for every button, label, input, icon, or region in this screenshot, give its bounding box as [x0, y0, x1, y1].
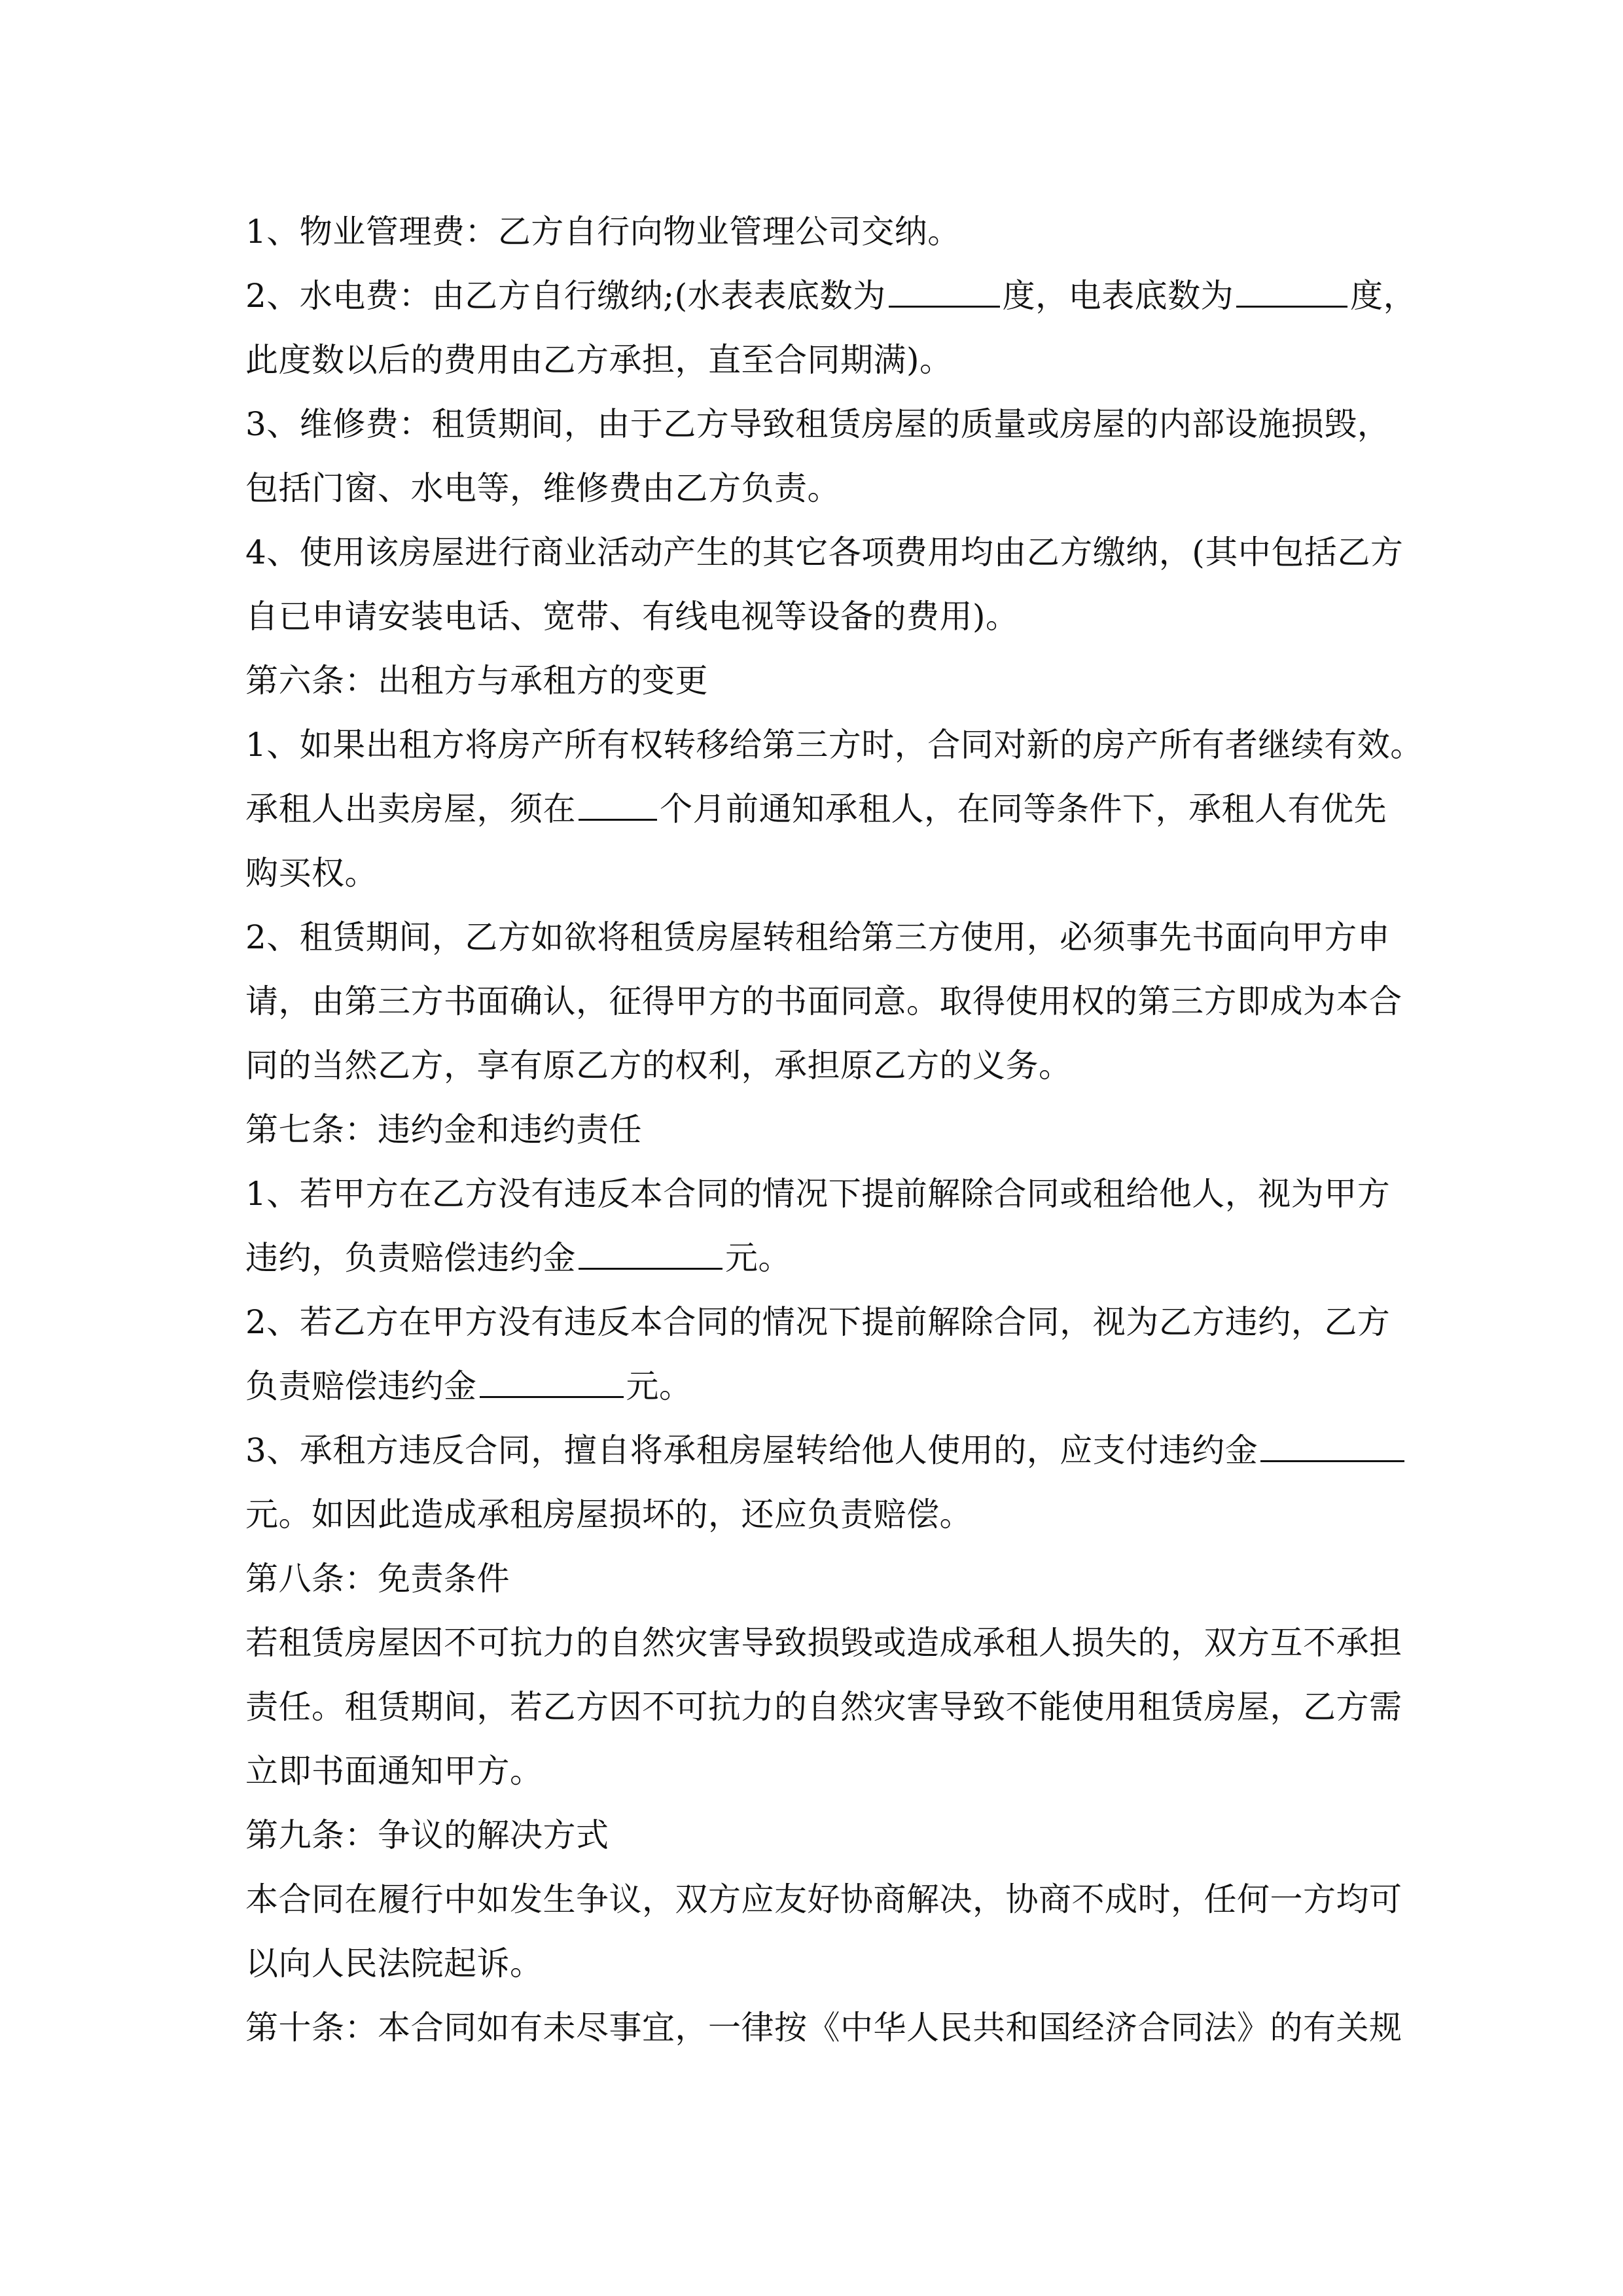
line-text: 负责赔偿违约金 — [245, 1367, 477, 1405]
line-text: 以向人民法院起诉。 — [245, 1945, 543, 1982]
fill-in-blank — [1260, 1418, 1404, 1462]
fill-in-blank — [579, 1226, 722, 1270]
line-text: 度， — [1350, 277, 1417, 315]
line-text: 第七条：违约金和违约责任 — [245, 1111, 642, 1149]
line-text: 违约，负责赔偿违约金 — [245, 1239, 576, 1277]
section-heading — [245, 1996, 1402, 2060]
fill-in-blank — [889, 264, 1000, 308]
text-line — [245, 1611, 1402, 1675]
line-text: 元。 — [725, 1239, 791, 1277]
text-line — [245, 328, 953, 392]
text-line — [245, 1354, 692, 1418]
text-line — [245, 777, 1387, 841]
line-text: 第八条：免责条件 — [245, 1560, 510, 1598]
line-text: 度，电表底数为 — [1002, 277, 1234, 315]
line-text: 个月前通知承租人，在同等条件下，承租人有优先 — [660, 790, 1387, 828]
text-line — [245, 841, 378, 905]
line-text: 元。 — [626, 1367, 692, 1405]
line-text: 若租赁房屋因不可抗力的自然灾害导致损毁或造成承租人损失的，双方互不承担 — [245, 1624, 1402, 1662]
text-line — [245, 1675, 1402, 1739]
line-text: 购买权。 — [245, 854, 378, 892]
text-line — [245, 1739, 543, 1803]
line-text: 同的当然乙方，享有原乙方的权利，承担原乙方的义务。 — [245, 1047, 1072, 1085]
line-text: 1、若甲方在乙方没有违反本合同的情况下提前解除合同或租给他人，视为甲方 — [245, 1175, 1391, 1213]
text-line — [245, 1226, 791, 1290]
text-line — [245, 1418, 1407, 1482]
text-line — [245, 1931, 543, 1996]
text-line — [245, 200, 961, 264]
section-heading — [245, 1547, 510, 1611]
fill-in-blank — [1236, 264, 1347, 308]
line-text: 2、租赁期间，乙方如欲将租赁房屋转租给第三方使用，必须事先书面向甲方申 — [245, 918, 1391, 956]
line-text: 自已申请安装电话、宽带、有线电视等设备的费用)。 — [245, 598, 1019, 636]
line-text: 此度数以后的费用由乙方承担，直至合同期满)。 — [245, 341, 953, 379]
text-line — [245, 1867, 1402, 1931]
line-text: 包括门窗、水电等，维修费由乙方负责。 — [245, 469, 840, 507]
line-text: 4、使用该房屋进行商业活动产生的其它各项费用均由乙方缴纳，(其中包括乙方 — [245, 533, 1404, 571]
text-line — [245, 1033, 1072, 1098]
text-line — [245, 1162, 1390, 1226]
line-text: 3、承租方违反合同，擅自将承租房屋转给他人使用的，应支付违约金 — [245, 1431, 1258, 1469]
line-text: 元。如因此造成承租房屋损坏的，还应负责赔偿。 — [245, 1496, 972, 1534]
text-line — [245, 264, 1416, 328]
fill-in-blank — [480, 1354, 624, 1398]
section-heading — [245, 1803, 609, 1867]
text-line — [245, 713, 1423, 777]
text-line — [245, 456, 840, 520]
line-text: 本合同在履行中如发生争议，双方应友好协商解决，协商不成时，任何一方均可 — [245, 1880, 1402, 1918]
line-text: 2、若乙方在甲方没有违反本合同的情况下提前解除合同，视为乙方违约，乙方 — [245, 1303, 1391, 1341]
text-line — [245, 969, 1402, 1033]
line-text: 第六条：出租方与承租方的变更 — [245, 662, 708, 700]
line-text: 第十条：本合同如有未尽事宜，一律按《中华人民共和国经济合同法》的有关规 — [245, 2009, 1402, 2047]
line-text: 承租人出卖房屋，须在 — [245, 790, 576, 828]
section-heading — [245, 1098, 642, 1162]
line-text: 立即书面通知甲方。 — [245, 1752, 543, 1790]
text-line — [245, 520, 1403, 584]
line-text: 第九条：争议的解决方式 — [245, 1816, 609, 1854]
line-text: 1、如果出租方将房产所有权转移给第三方时，合同对新的房产所有者继续有效。 — [245, 726, 1423, 764]
line-text: 1、物业管理费：乙方自行向物业管理公司交纳。 — [245, 213, 961, 251]
text-line — [245, 905, 1390, 969]
text-line — [245, 1482, 972, 1547]
line-text: 责任。租赁期间，若乙方因不可抗力的自然灾害导致不能使用租赁房屋，乙方需 — [245, 1688, 1402, 1726]
text-line — [245, 392, 1390, 456]
line-text: 3、维修费：租赁期间，由于乙方导致租赁房屋的质量或房屋的内部设施损毁， — [245, 405, 1391, 443]
line-text: 请，由第三方书面确认，征得甲方的书面同意。取得使用权的第三方即成为本合 — [245, 982, 1402, 1020]
line-text: 2、水电费：由乙方自行缴纳;(水表表底数为 — [245, 277, 886, 315]
text-line — [245, 1290, 1390, 1354]
section-heading — [245, 649, 708, 713]
text-line — [245, 584, 1019, 649]
fill-in-blank — [579, 777, 657, 821]
